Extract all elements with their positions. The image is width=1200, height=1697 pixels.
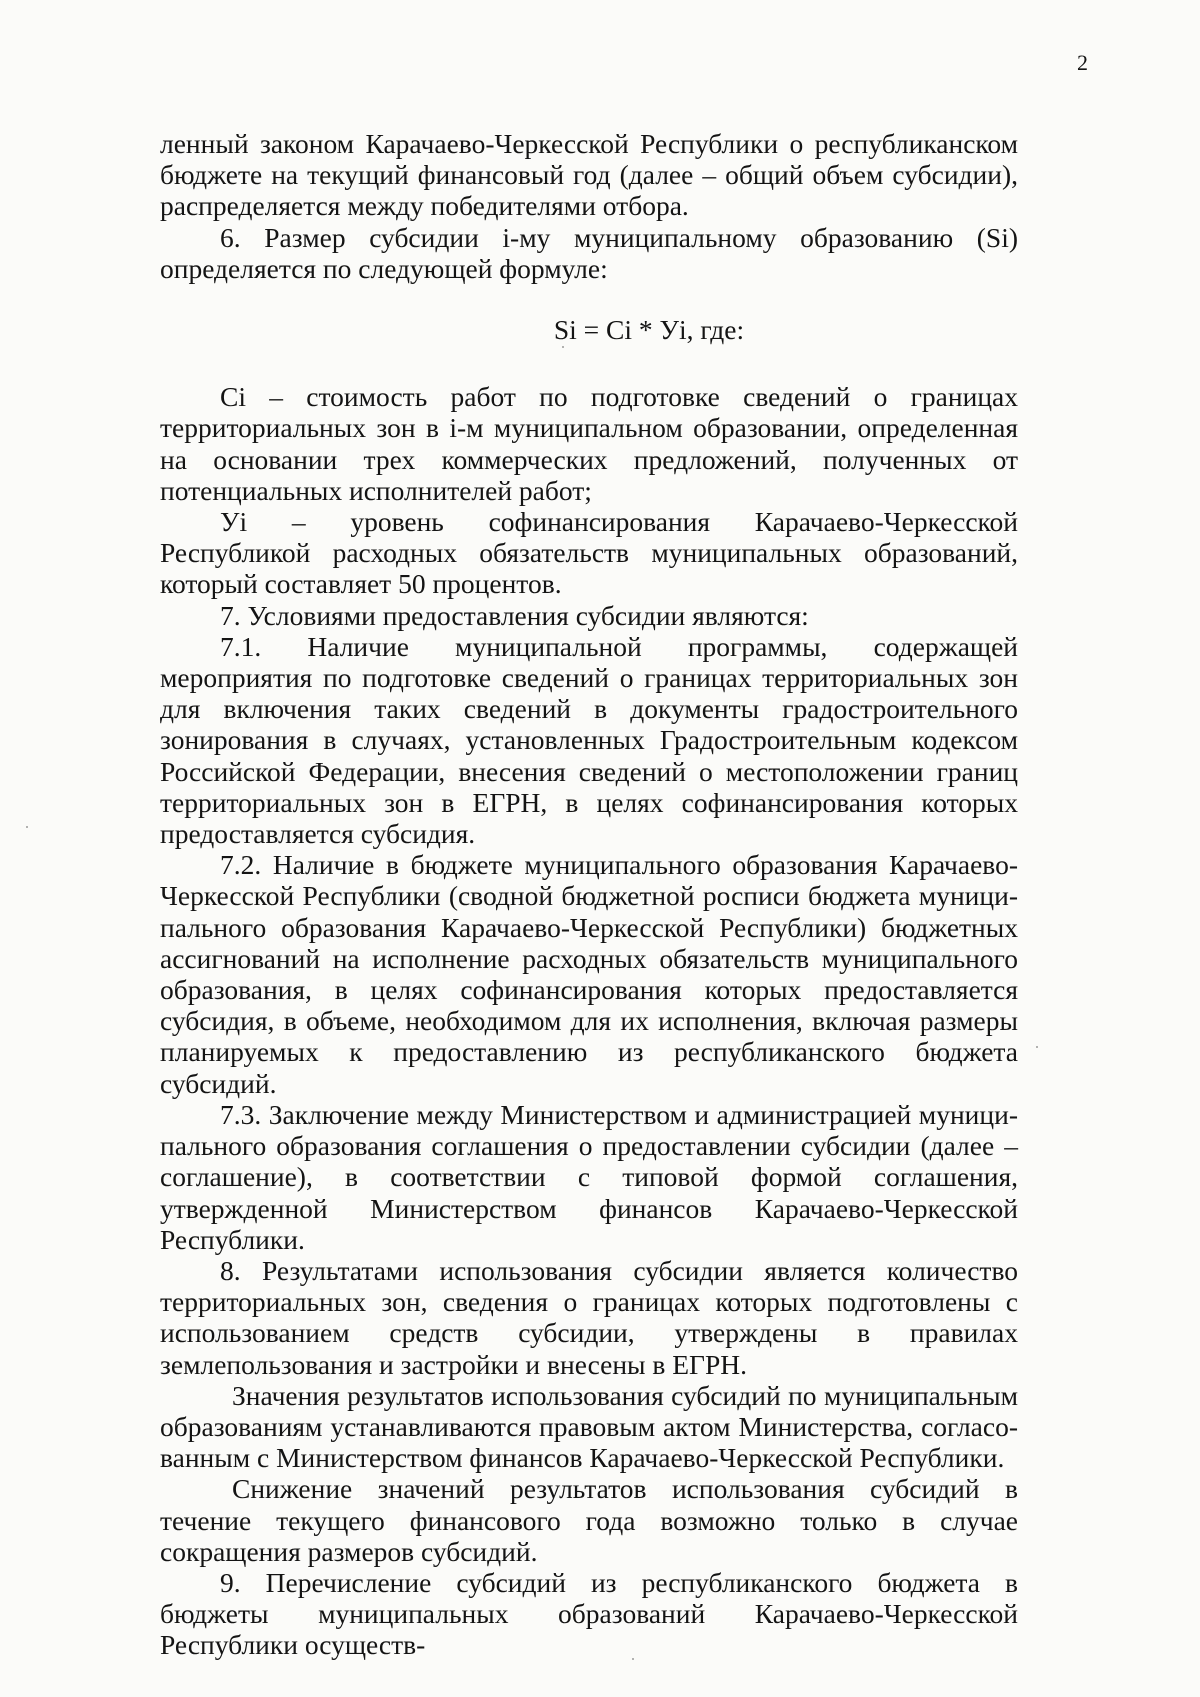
paragraph-ci-definition: Ci – стоимость работ по подготовке сведений о границах территориальных зон в i-м муниципальном образовании, определенная на основании трех коммерческих предложений, полученных от потенциальных исполнителей работ;	[160, 381, 1018, 506]
paragraph-7-2: 7.2. Наличие в бюджете муниципального образования Карачаево-Черкесской Республики (сводной бюджетной росписи бюджета муниципального образования Карачаево-Черкесской Республики) бюджетных ассигнований на исполнение расходных обязательств муниципального образования, в целях софинансирования которых предоставляется субсидия, в объеме, необходимом для их исполнения, включая размеры планируемых к предоставлению из республиканского бюджета субсидий.	[160, 849, 1018, 1099]
paragraph-yi-definition: Уi – уровень софинансирования Карачаево-Черкесской Республикой расходных обязательств муниципальных образований, который составляет 50 процентов.	[160, 506, 1018, 600]
paragraph-7-1: 7.1. Наличие муниципальной программы, содержащей мероприятия по подготовке сведений о границах территориальных зон для включения таких сведений в документы градостроительного зонирования в случаях, установленных Градостроительным кодексом Российской Федерации, внесения сведений о местоположении границ территориальных зон в ЕГРН, в целях софинансирования которых предоставляется субсидия.	[160, 630, 1018, 850]
paragraph-6: 6. Размер субсидии i-му муниципальному образованию (Si) определяется по следующей формуле:	[160, 221, 1018, 284]
paragraph-7-3: 7.3. Заключение между Министерством и администрацией муниципального образования соглашения о предоставлении субсидии (далее – соглашение), в соответствии с типовой формой соглашения, утвержденной Министерством финансов Карачаево-Черкесской Республики.	[160, 1098, 1018, 1255]
paragraph-8-values: Значения результатов использования субсидий по муниципальным образованиям устанавливаются правовым актом Министерства, согласованным с Министерством финансов Карачаево-Черкесской Республики.	[160, 1379, 1018, 1474]
page-number: 2	[1077, 50, 1088, 75]
paragraph-9: 9. Перечисление субсидий из республиканского бюджета в бюджеты муниципальных образований Карачаево-Черкесской Республики осуществ-	[160, 1566, 1018, 1661]
scan-speck	[562, 346, 564, 348]
paragraph-8-reduction: Снижение значений результатов использования субсидий в течение текущего финансового года возможно только в случае сокращения размеров субсидий.	[160, 1473, 1018, 1567]
paragraph-7: 7. Условиями предоставления субсидии являются:	[220, 599, 809, 631]
scan-speck	[632, 1658, 634, 1660]
formula: Si = Ci * Уi, где:	[553, 314, 745, 346]
paragraph-intro: ленный законом Карачаево-Черкесской Республики о республиканском бюджете на текущий финансовый год (далее – общий объем субсидии), распределяется между победителями отбора.	[160, 128, 1018, 222]
scan-speck	[1036, 1046, 1038, 1048]
paragraph-8: 8. Результатами использования субсидии является количество территориальных зон, сведения о границах которых подготовлены с использованием средств субсидии, утверждены в правилах землепользования и застройки и внесены в ЕГРН.	[160, 1254, 1018, 1380]
document-body	[160, 128, 1018, 1661]
scan-speck	[26, 826, 28, 828]
